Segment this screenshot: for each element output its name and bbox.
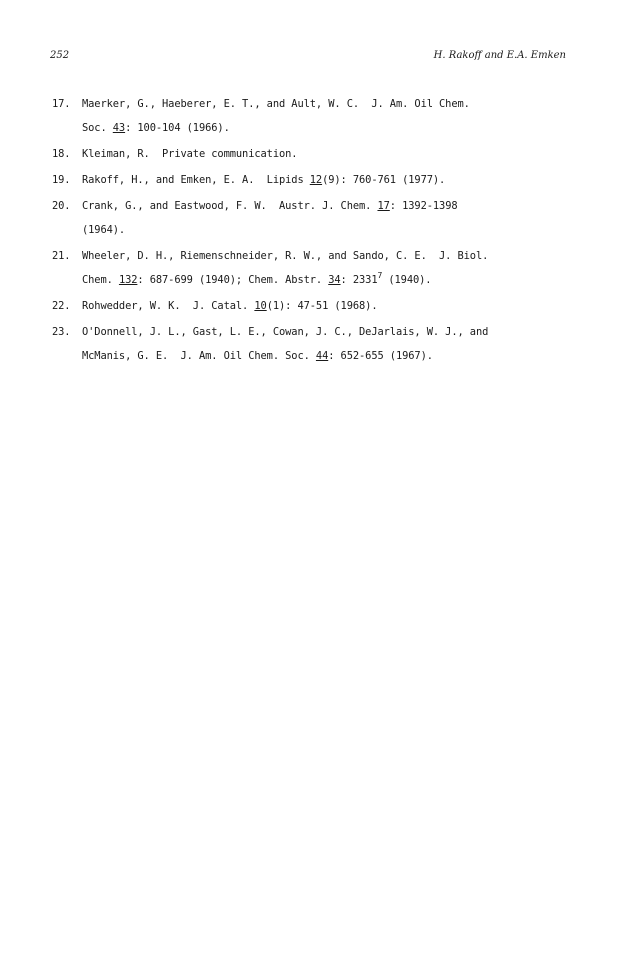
reference-text: Crank, G., and Eastwood, F. W. Austr. J. Chem. 17: 1392-1398 (1964). bbox=[82, 200, 458, 236]
reference-19 bbox=[52, 168, 572, 192]
reference-number: 20. bbox=[52, 200, 71, 212]
reference-number: 21. bbox=[52, 250, 71, 262]
page-number: 252 bbox=[50, 50, 70, 61]
reference-text: Kleiman, R. Private communication. bbox=[82, 148, 298, 160]
page-header bbox=[50, 50, 566, 66]
reference-number: 17. bbox=[52, 98, 71, 110]
reference-number: 22. bbox=[52, 300, 71, 312]
reference-18 bbox=[52, 142, 572, 166]
reference-number: 19. bbox=[52, 174, 71, 186]
reference-text: Rakoff, H., and Emken, E. A. Lipids 12(9): 760-761 (1977). bbox=[82, 174, 446, 186]
reference-20 bbox=[52, 194, 572, 242]
reference-text: Rohwedder, W. K. J. Catal. 10(1): 47-51 (1968). bbox=[82, 300, 378, 312]
reference-21 bbox=[52, 244, 572, 292]
reference-text: Maerker, G., Haeberer, E. T., and Ault, W. C. J. Am. Oil Chem. Soc. 43: 100-104 (1966). bbox=[82, 98, 470, 134]
reference-text: Wheeler, D. H., Riemenschneider, R. W., and Sando, C. E. J. Biol. Chem. 132: 687-699 (1940); Chem. Abstr. 34: 2331$^7$ (1940). bbox=[82, 250, 489, 286]
reference-list bbox=[52, 92, 572, 370]
reference-number: 23. bbox=[52, 326, 71, 338]
reference-17 bbox=[52, 92, 572, 140]
reference-22 bbox=[52, 294, 572, 318]
reference-number: 18. bbox=[52, 148, 71, 160]
reference-23 bbox=[52, 320, 572, 368]
running-head: H. Rakoff and E.A. Emken bbox=[433, 50, 566, 61]
reference-text: O'Donnell, J. L., Gast, L. E., Cowan, J. C., DeJarlais, W. J., and McManis, G. E. J. Am. Oil Chem. Soc. 44: 652-655 (1967). bbox=[82, 326, 489, 362]
